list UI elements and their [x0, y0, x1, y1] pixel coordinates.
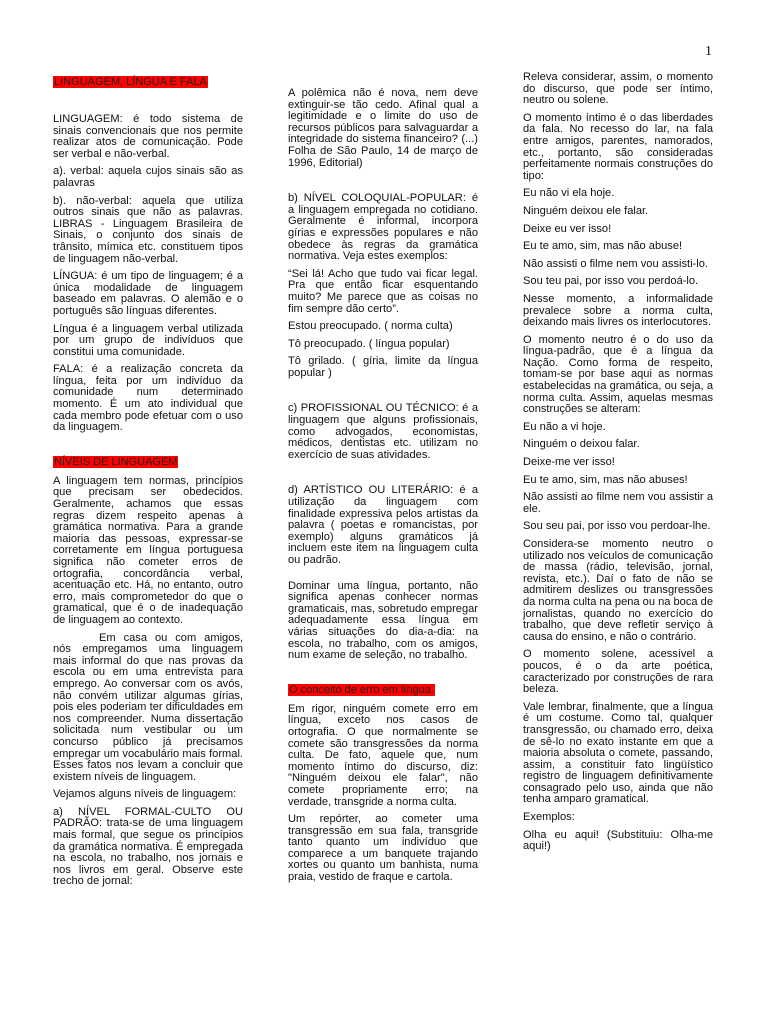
section-heading-erro: O conceito de erro em língua. [289, 683, 434, 696]
paragraph: Um repórter, ao cometer uma transgressão em sua fala, transgride tanto quanto um indivíduo que comparece a um banquete trajando xortes ou quanto um banhista, numa praia, vestido de fraque e cartola. [288, 813, 478, 884]
paragraph: O momento solene, acessível a poucos, é o da arte poética, caracterizado por construções de rara beleza. [523, 648, 713, 696]
paragraph: Exemplos: [523, 811, 575, 824]
example-line: Sou teu pai, por isso vou perdoá-lo. [523, 275, 699, 288]
paragraph: A polêmica não é nova, nem deve extinguir-se tão cedo. Afinal qual a legitimidade e o limite do uso de recursos públicos para salvaguardar a integridade do sistema financeiro? (...) Folha de São Paulo, 14 de março de 1996, Editorial) [288, 87, 478, 169]
example-line: Não assisti o filme nem vou assisti-lo. [523, 257, 708, 270]
section-heading-linguagem: LINGUAGEM, LÍNGUA E FALA [54, 76, 207, 88]
example-line: Eu não vi ela hoje. [523, 187, 615, 200]
paragraph: b). não-verbal: aquela que utiliza outros sinais que não as palavras. LIBRAS - Linguagem Brasileira de Sinais, o conjunto dos sinais de trânsito, mímica etc. constituem tipos de linguagem não-verbal. [53, 194, 243, 265]
paragraph: Tô grilado. ( gíria, limite da língua popular ) [288, 355, 478, 379]
paragraph: Em rigor, ninguém comete erro em língua, exceto nos casos de ortografia. O que normalmente se comete são transgressões da norma culta. De fato, aquele que, num momento íntimo do discurso, diz: "Ninguém deixou ele falar", não comete propriamente erro; na verdade, transgride a norma culta. [288, 702, 478, 808]
paragraph: Releva considerar, assim, o momento do discurso, que pode ser íntimo, neutro ou solene. [523, 71, 713, 107]
paragraph: Nesse momento, a informalidade prevalece sobre a norma culta, deixando mais livres os interlocutores. [523, 292, 713, 329]
paragraph: FALA: é a realização concreta da língua, feita por um indivíduo da comunidade num determinado momento. É um ato individual que cada membro pode efetuar com o uso da linguagem. [53, 363, 243, 434]
paragraph: “Sei lá! Acho que tudo vai ficar legal. Pra que então ficar esquentando muito? Me parece que as coisas no fim sempre dão certo”. [288, 267, 478, 315]
paragraph: Em casa ou com amigos, nós empregamos uma linguagem mais informal do que nas provas da escola ou em uma entrevista para emprego. Ao conversar com os avós, não convém utilizar algumas gírias, pois eles poderiam ter dificuldades em nos compreender. Numa dissertação solicitada num vestibular ou um concurso público já precisamos empregar um vocabulário mais formal. Esses fatos nos levam a concluir que existem níveis de linguagem. [53, 631, 243, 783]
paragraph: a) NÍVEL FORMAL-CULTO OU PADRÃO: trata-se de uma linguagem mais formal, que segue os princípios da gramática normativa. É empregada na escola, no trabalho, nos jornais e nos livros em geral. Observe este trecho de jornal: [53, 805, 243, 888]
example-line: Ninguém deixou ele falar. [523, 204, 649, 217]
paragraph: b) NÍVEL COLOQUIAL-POPULAR: é a linguagem empregada no cotidiano. Geralmente é informal, incorpora gírias e expressões populares e não obedece às regras da gramática normativa. Veja estes exemplos: [288, 192, 478, 263]
example-line: Deixe eu ver isso! [523, 222, 612, 235]
example-line: Eu não a vi hoje. [523, 420, 606, 433]
paragraph: Tô preocupado. ( língua popular) [288, 337, 450, 350]
paragraph: LÍNGUA: é um tipo de linguagem; é a única modalidade de linguagem baseado em palavras. O alemão e o português são línguas diferentes. [53, 270, 243, 317]
paragraph: Estou preocupado. ( norma culta) [288, 320, 453, 333]
example-line: Não assisti ao filme nem vou assistir a ele. [523, 491, 713, 515]
example-line: Sou seu pai, por isso vou perdoar-lhe. [523, 520, 711, 533]
paragraph: c) PROFISSIONAL OU TÉCNICO: é a linguagem que alguns profissionais, como advogados, economistas, médicos, dentistas etc. utilizam no exercício de suas atividades. [288, 402, 478, 461]
paragraph: Dominar uma língua, portanto, não significa apenas conhecer normas gramaticais, mas, sobretudo empregar adequadamente essa língua em várias situações do dia-a-dia: na escola, no trabalho, com os amigos, num exame de seleção, no trabalho. [288, 579, 478, 662]
column-3 [523, 72, 713, 859]
example-line: Eu te amo, sim, mas não abuse! [523, 240, 683, 253]
paragraph: a). verbal: aquela cujos sinais são as palavras [53, 165, 243, 189]
paragraph: Considera-se momento neutro o utilizado nos veículos de comunicação de massa (rádio, televisão, jornal, revista, etc.). Daí o fato de não se admitirem deslizes ou transgressões da norma culta na pena ou na boca de jornalistas, quando no exercício do trabalho, que deve refletir serviço à causa do ensino, e não o contrário. [523, 538, 713, 643]
paragraph: Língua é a linguagem verbal utilizada por um grupo de indivíduos que constitui uma comunidade. [53, 322, 243, 358]
paragraph: Vale lembrar, finalmente, que a língua é um costume. Como tal, qualquer transgressão, ou chamado erro, deixa de sê-lo no exato instante em que a maioria absoluta o comete, passando, assim, a constituir fato lingüístico registro de linguagem definitivamente consagrado pelo uso, ainda que não tenha amparo gramatical. [523, 700, 713, 806]
paragraph: Vejamos alguns níveis de linguagem: [53, 788, 237, 801]
paragraph: O momento íntimo é o das liberdades da fala. No recesso do lar, na fala entre amigos, parentes, namorados, etc., portanto, são consideradas perfeitamente normais construções do tipo: [523, 111, 713, 182]
paragraph: d) ARTÍSTICO OU LITERÁRIO: é a utilização da linguagem com finalidade expressiva pelos artistas da palavra ( poetas e romancistas, por exemplo) alguns gramáticos já incluem este item na linguagem culta ou padrão. [288, 484, 478, 566]
column-1 [53, 72, 243, 894]
example-line: Ninguém o deixou falar. [523, 438, 640, 451]
example-line: Deixe-me ver isso! [523, 456, 615, 469]
column-2 [288, 88, 478, 890]
page-number: 1 [705, 44, 712, 59]
section-heading-niveis: NÍVEIS DE LINGUAGEM [54, 455, 178, 468]
example-line: Eu te amo, sim, mas não abuses! [523, 473, 688, 486]
paragraph: A linguagem tem normas, princípios que precisam ser obedecidos. Geralmente, achamos que essas regras dizem respeito apenas à gramática normativa. Para a grande maioria das pessoas, expressar-se corretamente em língua portuguesa significa não cometer erros de ortografia, concordância verbal, acentuação etc. Há, no entanto, outro erro, mais comprometedor do que o gramatical, que é o de inadequação de linguagem ao contexto. [53, 474, 243, 626]
example-line: Olha eu aqui! (Substituiu: Olha-me aqui!) [523, 828, 713, 853]
paragraph: LINGUAGEM: é todo sistema de sinais convencionais que nos permite realizar atos de comunicação. Pode ser verbal e não-verbal. [53, 113, 243, 160]
paragraph: O momento neutro é o do uso da língua-padrão, que é a língua da Nação. Como forma de respeito, tomam-se por base aqui as normas estabelecidas na gramática, ou seja, a norma culta. Assim, aquelas mesmas construções se alteram: [523, 333, 713, 416]
